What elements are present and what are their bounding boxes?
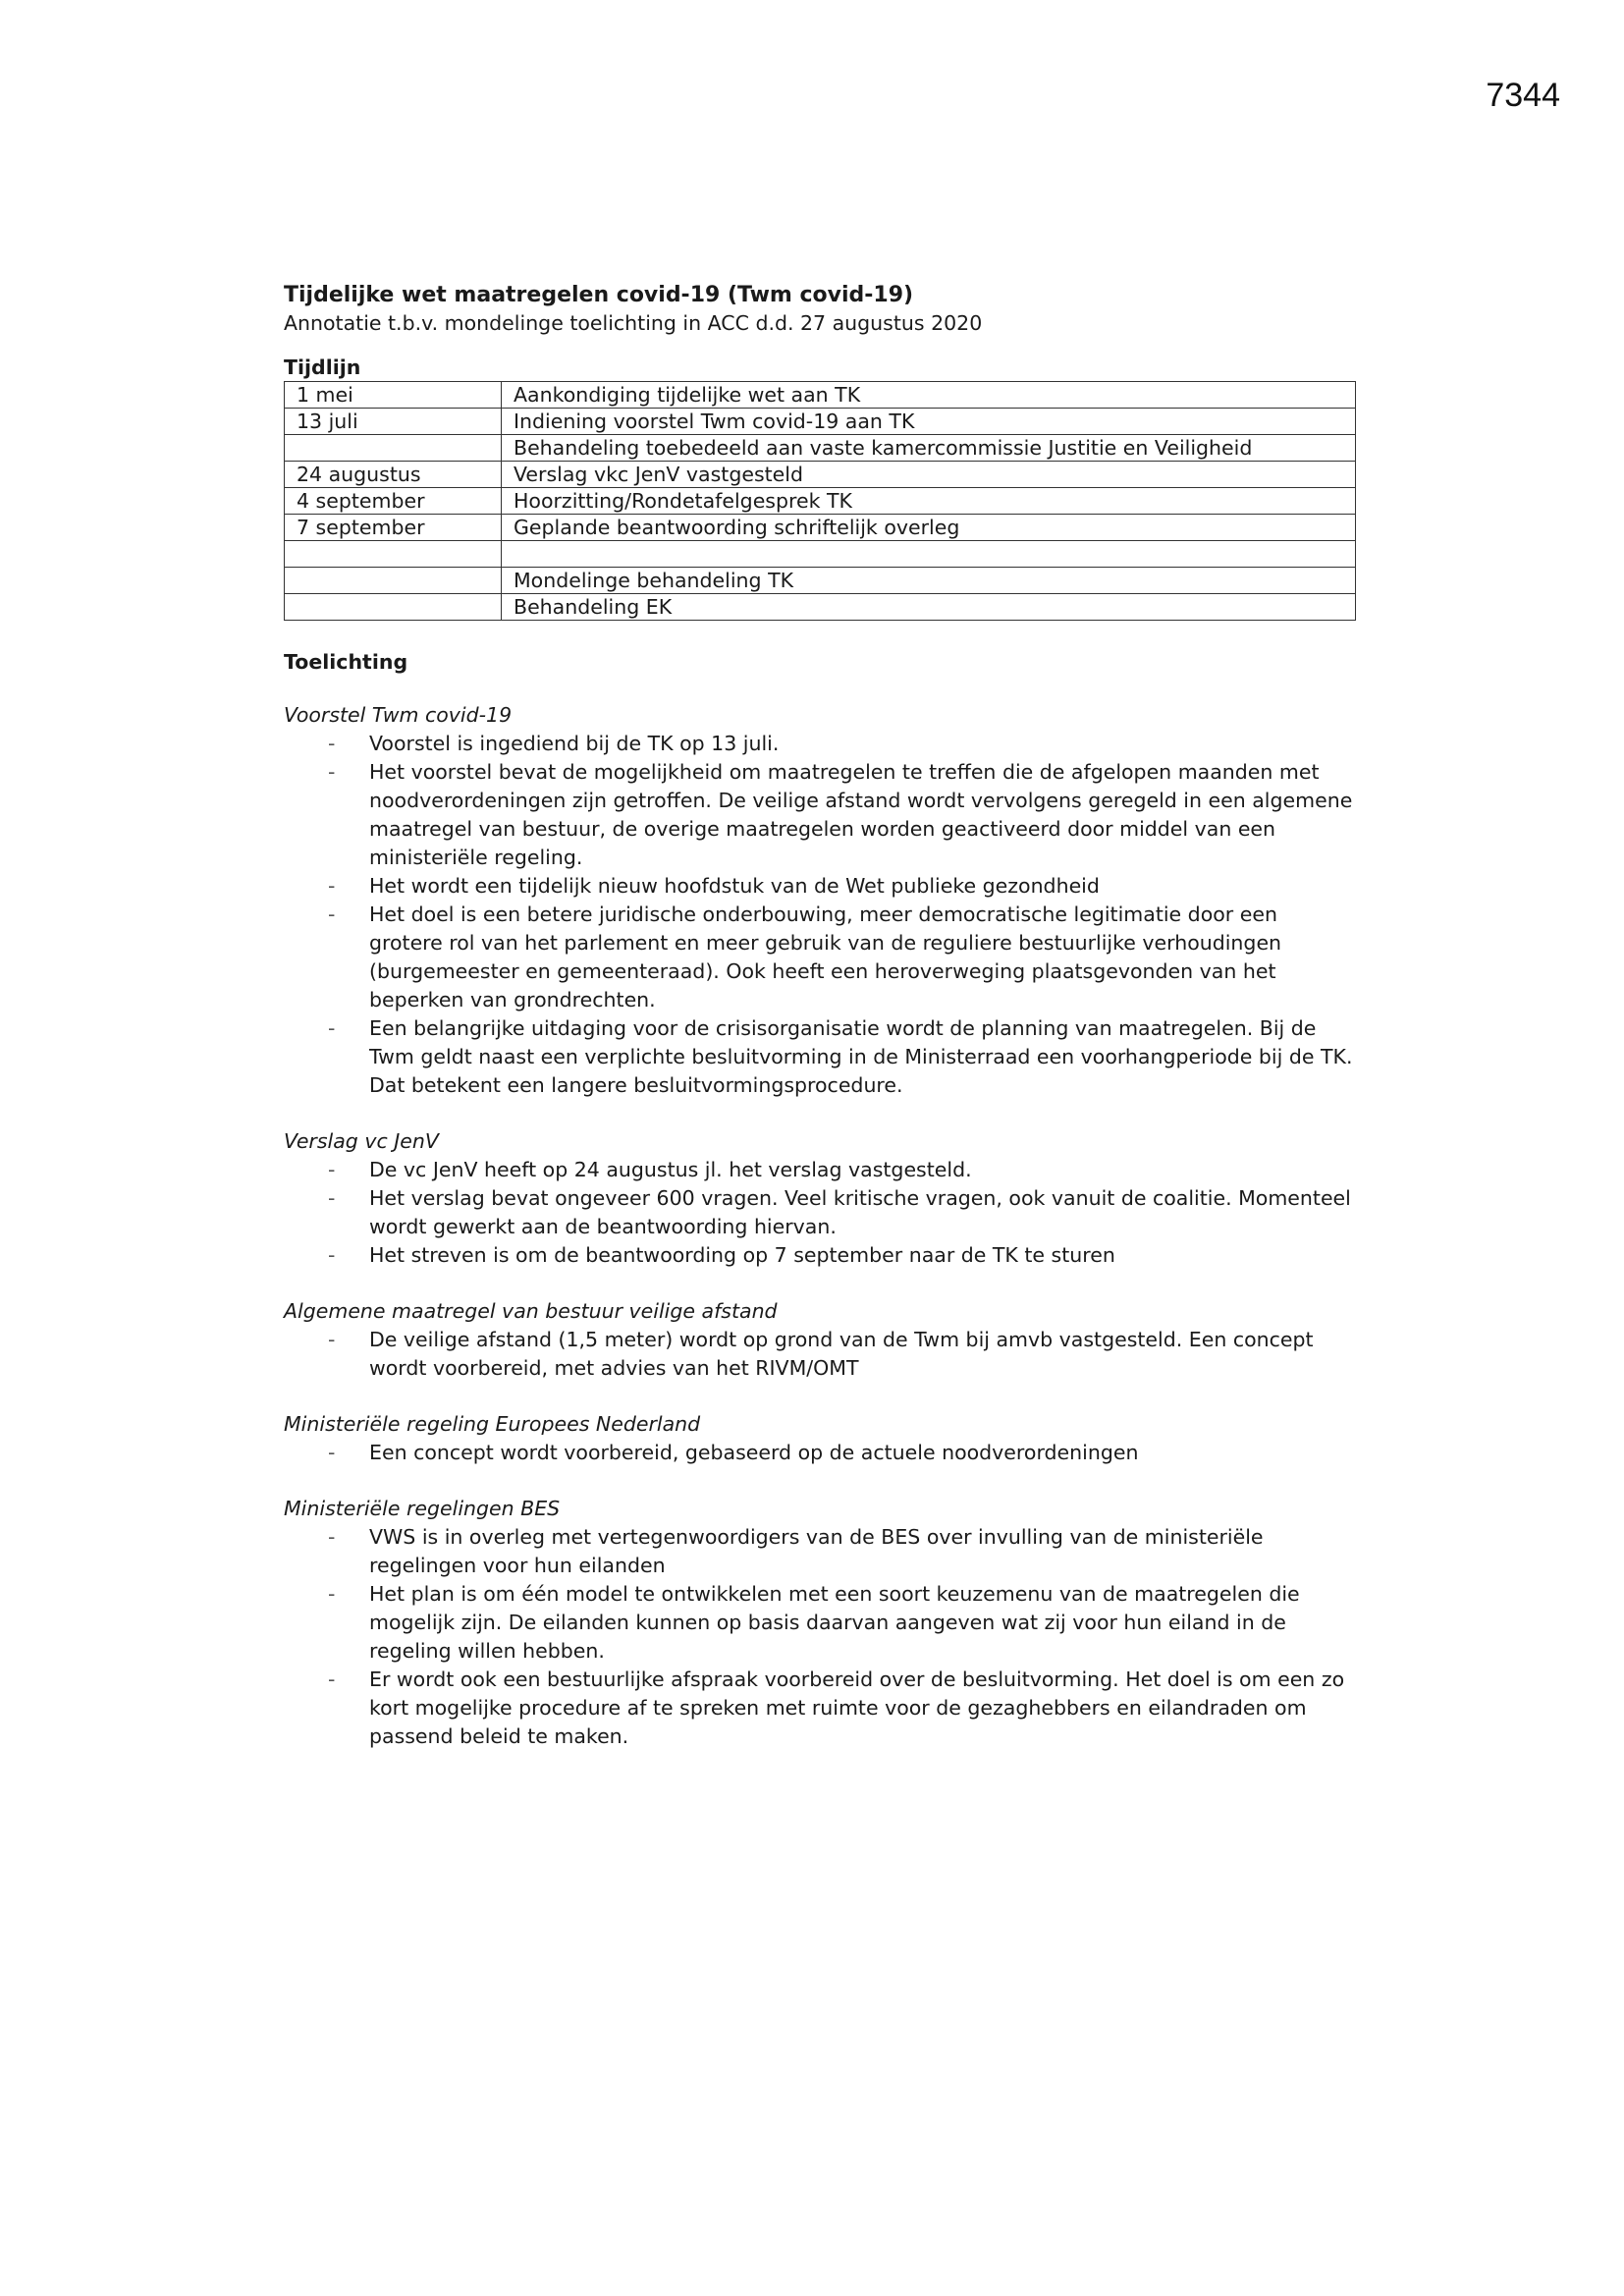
page-number: 7344 [1486,77,1560,114]
list-item-text: Het wordt een tijdelijk nieuw hoofdstuk van de Wet publieke gezondheid [369,874,1100,898]
list-item [328,1523,1354,1580]
table-row [285,462,1356,488]
bullet-list [284,1523,1354,1751]
bullet-dash: - [328,1186,336,1210]
timeline-event: Indiening voorstel Twm covid-19 aan TK [502,409,1356,435]
timeline-date: 7 september [285,515,502,541]
table-row [285,409,1356,435]
list-item-text: Een belangrijke uitdaging voor de crisisorganisatie wordt de planning van maatregelen. Bij de Twm geldt naast een verplichte besluitvorming in de Ministerraad een voorhangperiode bij de TK. Dat betekent een langere besluitvormingsprocedure. [369,1016,1353,1097]
list-item-text: Het doel is een betere juridische onderbouwing, meer democratische legitimatie door een grotere rol van het parlement en meer gebruik van de reguliere bestuurlijke verhoudingen (burgemeester en gemeenteraad). Ook heeft een heroverweging plaatsgevonden van het beperken van grondrechten. [369,902,1282,1011]
table-row [285,382,1356,409]
list-item [328,1014,1354,1100]
list-item-text: De veilige afstand (1,5 meter) wordt op grond van de Twm bij amvb vastgesteld. Een concept wordt voorbereid, met advies van het RIVM/OMT [369,1328,1314,1380]
timeline-event: Geplande beantwoording schriftelijk overleg [502,515,1356,541]
timeline-date [285,594,502,621]
list-item-text: Een concept wordt voorbereid, gebaseerd op de actuele noodverordeningen [369,1441,1139,1464]
timeline-event: Hoorzitting/Rondetafelgesprek TK [502,488,1356,515]
bullet-dash: - [328,1158,336,1181]
timeline-event: Verslag vkc JenV vastgesteld [502,462,1356,488]
bullet-list [284,730,1354,1100]
section-regelingen-bes [284,1495,1354,1751]
table-row [285,568,1356,594]
list-item [328,1184,1354,1241]
timeline-date [285,541,502,568]
bullet-dash: - [328,1582,336,1606]
timeline-table [284,381,1356,621]
section-voorstel [284,701,1354,1100]
list-item [328,758,1354,872]
list-item [328,1580,1354,1666]
bullet-dash: - [328,902,336,926]
section-title: Ministeriële regelingen BES [284,1497,561,1520]
table-row [285,515,1356,541]
table-row [285,435,1356,462]
section-title: Verslag vc JenV [284,1129,439,1153]
bullet-dash: - [328,760,336,784]
timeline-date: 24 augustus [285,462,502,488]
bullet-dash: - [328,874,336,898]
timeline-date: 4 september [285,488,502,515]
document-title: Tijdelijke wet maatregelen covid-19 (Twm covid-19) [284,283,914,307]
bullet-list [284,1439,1354,1467]
toelichting-heading: Toelichting [284,650,408,674]
bullet-dash: - [328,732,336,755]
bullet-list [284,1326,1354,1383]
list-item [328,901,1354,1014]
table-row [285,541,1356,568]
list-item [328,1666,1354,1751]
bullet-dash: - [328,1243,336,1267]
bullet-dash: - [328,1016,336,1040]
bullet-dash: - [328,1328,336,1351]
timeline-date [285,568,502,594]
list-item-text: VWS is in overleg met vertegenwoordigers van de BES over invulling van de ministeriële regelingen voor hun eilanden [369,1525,1264,1577]
timeline-date: 13 juli [285,409,502,435]
list-item [328,872,1354,901]
section-title: Ministeriële regeling Europees Nederland [284,1412,701,1436]
timeline-event: Aankondiging tijdelijke wet aan TK [502,382,1356,409]
list-item-text: Er wordt ook een bestuurlijke afspraak voorbereid over de besluitvorming. Het doel is om een zo kort mogelijke procedure af te spreken met ruimte voor de gezaghebbers en eilandraden om passend beleid te maken. [369,1667,1345,1748]
bullet-list [284,1156,1354,1270]
timeline-event: Mondelinge behandeling TK [502,568,1356,594]
table-row [285,488,1356,515]
list-item-text: Voorstel is ingediend bij de TK op 13 juli. [369,732,780,755]
timeline-date: 1 mei [285,382,502,409]
bullet-dash: - [328,1525,336,1549]
document-subtitle: Annotatie t.b.v. mondelinge toelichting in ACC d.d. 27 augustus 2020 [284,311,983,335]
list-item-text: Het verslag bevat ongeveer 600 vragen. Veel kritische vragen, ook vanuit de coalitie. Momenteel wordt gewerkt aan de beantwoording hiervan. [369,1186,1351,1238]
bullet-dash: - [328,1441,336,1464]
list-item-text: Het voorstel bevat de mogelijkheid om maatregelen te treffen die de afgelopen maanden met noodverordeningen zijn getroffen. De veilige afstand wordt vervolgens geregeld in een algemene maatregel van bestuur, de overige maatregelen worden geactiveerd door middel van een ministeriële regeling. [369,760,1353,869]
list-item-text: Het streven is om de beantwoording op 7 september naar de TK te sturen [369,1243,1115,1267]
timeline-event: Behandeling EK [502,594,1356,621]
table-row [285,594,1356,621]
list-item-text: De vc JenV heeft op 24 augustus jl. het verslag vastgesteld. [369,1158,972,1181]
document-body [284,281,1354,1751]
section-amvb [284,1297,1354,1383]
section-verslag [284,1127,1354,1270]
timeline-event [502,541,1356,568]
list-item [328,1326,1354,1383]
bullet-dash: - [328,1667,336,1691]
timeline-heading: Tijdlijn [284,355,361,379]
list-item [328,1439,1354,1467]
list-item [328,1241,1354,1270]
section-title: Voorstel Twm covid-19 [284,703,513,727]
list-item [328,1156,1354,1184]
timeline-event: Behandeling toebedeeld aan vaste kamercommissie Justitie en Veiligheid [502,435,1356,462]
timeline-date [285,435,502,462]
list-item-text: Het plan is om één model te ontwikkelen met een soort keuzemenu van de maatregelen die mogelijk zijn. De eilanden kunnen op basis daarvan aangeven wat zij voor hun eiland in de regeling willen hebben. [369,1582,1300,1663]
section-regeling-europees [284,1410,1354,1467]
section-title: Algemene maatregel van bestuur veilige afstand [284,1299,778,1323]
list-item [328,730,1354,758]
